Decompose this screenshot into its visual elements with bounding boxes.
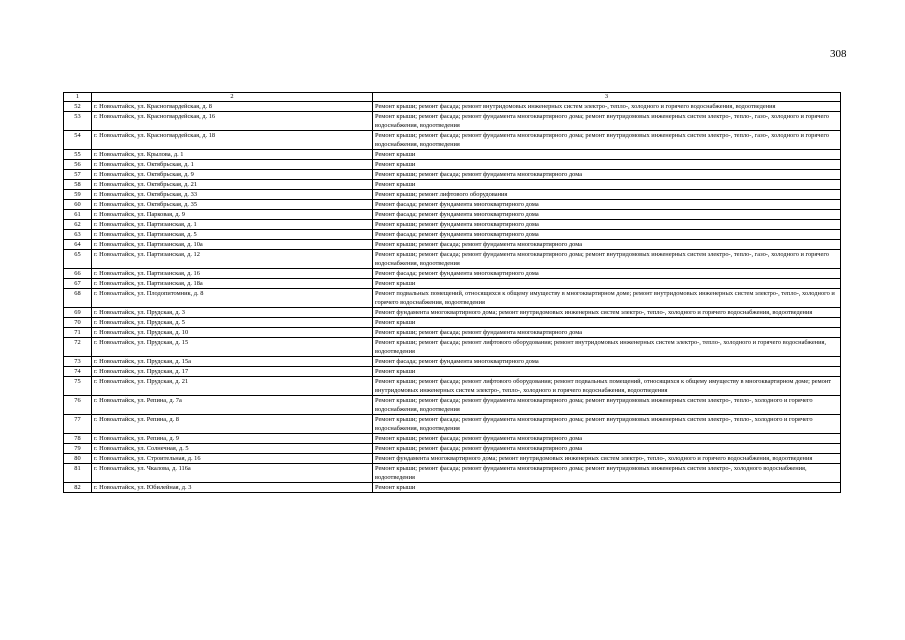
table-row	[64, 338, 841, 357]
table-row	[64, 357, 841, 367]
row-number: 74	[64, 367, 92, 377]
row-works: Ремонт крыши; ремонт фундамента многоквартирного дома	[373, 220, 841, 230]
table-row	[64, 318, 841, 328]
row-address: г. Новоалтайск, ул. Октябрьская, д. 21	[92, 180, 373, 190]
row-works: Ремонт фасада; ремонт фундамента многоквартирного дома	[373, 269, 841, 279]
row-address: г. Новоалтайск, ул. Октябрьская, д. 1	[92, 160, 373, 170]
table-row	[64, 230, 841, 240]
row-address: г. Новоалтайск, ул. Красногвардейская, д. 18	[92, 131, 373, 150]
table-row	[64, 289, 841, 308]
table-row	[64, 220, 841, 230]
row-number: 66	[64, 269, 92, 279]
row-number: 70	[64, 318, 92, 328]
table-row	[64, 150, 841, 160]
repair-register-table	[63, 92, 841, 493]
row-works: Ремонт крыши; ремонт фасада; ремонт фундамента многоквартирного дома; ремонт внутридомовых инженерных систем электро-, тепло-, холодного и горячего водоснабжения, водоотведения	[373, 396, 841, 415]
header-col-2: 2	[92, 93, 373, 102]
row-works: Ремонт крыши; ремонт фасада; ремонт лифтового оборудования; ремонт внутридомовых инженерных систем электро-, тепло-, холодного и горячего водоснабжения, водоотведения	[373, 338, 841, 357]
row-address: г. Новоалтайск, ул. Крылова, д. 1	[92, 150, 373, 160]
row-works: Ремонт крыши; ремонт фасада; ремонт фундамента многоквартирного дома; ремонт внутридомовых инженерных систем электро-, тепло-, газо-, холодного и горячего водоснабжения, водоотведения	[373, 112, 841, 131]
table-row	[64, 190, 841, 200]
row-works: Ремонт крыши; ремонт фасада; ремонт лифтового оборудования; ремонт подвальных помещений, относящихся к общему имуществу в многоквартирном доме; ремонт внутридомовых инженерных систем электро-, тепло-, холодного и горячего водоснабжения, водоотведения	[373, 377, 841, 396]
page-number: 308	[830, 48, 847, 60]
row-address: г. Новоалтайск, ул. Партизанская, д. 10а	[92, 240, 373, 250]
row-address: г. Новоалтайск, ул. Репина, д. 8	[92, 415, 373, 434]
row-works: Ремонт крыши	[373, 318, 841, 328]
table-row	[64, 160, 841, 170]
row-address: г. Новоалтайск, ул. Репина, д. 7а	[92, 396, 373, 415]
row-address: г. Новоалтайск, ул. Прудская, д. 10	[92, 328, 373, 338]
row-address: г. Новоалтайск, ул. Прудская, д. 17	[92, 367, 373, 377]
row-address: г. Новоалтайск, ул. Партизанская, д. 5	[92, 230, 373, 240]
row-works: Ремонт крыши; ремонт фасада; ремонт фундамента многоквартирного дома; ремонт внутридомовых инженерных систем электро-, тепло-, газо-, холодного и горячего водоснабжения, водоотведения	[373, 250, 841, 269]
row-number: 71	[64, 328, 92, 338]
row-address: г. Новоалтайск, ул. Прудская, д. 21	[92, 377, 373, 396]
row-address: г. Новоалтайск, ул. Прудская, д. 5	[92, 318, 373, 328]
row-number: 57	[64, 170, 92, 180]
row-address: г. Новоалтайск, ул. Прудская, д. 15а	[92, 357, 373, 367]
row-works: Ремонт крыши	[373, 150, 841, 160]
row-address: г. Новоалтайск, ул. Строительная, д. 16	[92, 454, 373, 464]
row-works: Ремонт крыши; ремонт фасада; ремонт фундамента многоквартирного дома	[373, 434, 841, 444]
table-row	[64, 328, 841, 338]
table-row	[64, 483, 841, 493]
row-number: 69	[64, 308, 92, 318]
row-works: Ремонт фасада; ремонт фундамента многоквартирного дома	[373, 200, 841, 210]
table-row	[64, 444, 841, 454]
row-number: 79	[64, 444, 92, 454]
row-works: Ремонт подвальных помещений, относящихся к общему имуществу в многоквартирном доме; ремонт внутридомовых инженерных систем электро-, тепло-, холодного и горячего водоснабжения, водоотведения	[373, 289, 841, 308]
row-address: г. Новоалтайск, ул. Октябрьская, д. 33	[92, 190, 373, 200]
row-address: г. Новоалтайск, ул. Партизанская, д. 1	[92, 220, 373, 230]
row-number: 54	[64, 131, 92, 150]
row-number: 59	[64, 190, 92, 200]
row-number: 61	[64, 210, 92, 220]
row-works: Ремонт крыши	[373, 160, 841, 170]
table-row	[64, 170, 841, 180]
table-row	[64, 454, 841, 464]
row-number: 52	[64, 102, 92, 112]
row-number: 65	[64, 250, 92, 269]
row-number: 72	[64, 338, 92, 357]
row-address: г. Новоалтайск, ул. Парковая, д. 9	[92, 210, 373, 220]
row-works: Ремонт крыши; ремонт фасада; ремонт фундамента многоквартирного дома	[373, 444, 841, 454]
row-works: Ремонт крыши; ремонт фасада; ремонт фундамента многоквартирного дома; ремонт внутридомовых инженерных систем электро-, тепло-, холодного и горячего водоснабжения, водоотведения	[373, 415, 841, 434]
row-number: 62	[64, 220, 92, 230]
table-row	[64, 210, 841, 220]
row-works: Ремонт фундамента многоквартирного дома; ремонт внутридомовых инженерных систем электро-, тепло-, холодного и горячего водоснабжения, водоотведения	[373, 454, 841, 464]
row-number: 60	[64, 200, 92, 210]
row-number: 75	[64, 377, 92, 396]
row-number: 77	[64, 415, 92, 434]
row-works: Ремонт фасада; ремонт фундамента многоквартирного дома	[373, 357, 841, 367]
table-row	[64, 464, 841, 483]
row-works: Ремонт крыши; ремонт фасада; ремонт фундамента многоквартирного дома	[373, 240, 841, 250]
table-row	[64, 434, 841, 444]
table-row	[64, 112, 841, 131]
row-number: 76	[64, 396, 92, 415]
row-number: 80	[64, 454, 92, 464]
row-number: 81	[64, 464, 92, 483]
row-address: г. Новоалтайск, ул. Партизанская, д. 12	[92, 250, 373, 269]
row-address: г. Новоалтайск, ул. Прудская, д. 3	[92, 308, 373, 318]
row-works: Ремонт крыши; ремонт лифтового оборудования	[373, 190, 841, 200]
row-works: Ремонт крыши	[373, 367, 841, 377]
row-address: г. Новоалтайск, ул. Партизанская, д. 16	[92, 269, 373, 279]
table-row	[64, 250, 841, 269]
row-works: Ремонт фундамента многоквартирного дома; ремонт внутридомовых инженерных систем электро-, тепло-, холодного и горячего водоснабжения, водоотведения	[373, 308, 841, 318]
header-row	[64, 93, 841, 102]
row-number: 73	[64, 357, 92, 367]
table-row	[64, 180, 841, 190]
row-number: 56	[64, 160, 92, 170]
table-row	[64, 200, 841, 210]
row-address: г. Новоалтайск, ул. Прудская, д. 15	[92, 338, 373, 357]
row-address: г. Новоалтайск, ул. Чкалова, д. 116а	[92, 464, 373, 483]
row-works: Ремонт крыши	[373, 483, 841, 493]
table-row	[64, 102, 841, 112]
row-address: г. Новоалтайск, ул. Партизанская, д. 18а	[92, 279, 373, 289]
table-row	[64, 269, 841, 279]
row-works: Ремонт крыши	[373, 180, 841, 190]
row-number: 53	[64, 112, 92, 131]
table-row	[64, 367, 841, 377]
row-works: Ремонт фасада; ремонт фундамента многоквартирного дома	[373, 230, 841, 240]
row-address: г. Новоалтайск, ул. Октябрьская, д. 9	[92, 170, 373, 180]
row-address: г. Новоалтайск, ул. Красногвардейская, д. 16	[92, 112, 373, 131]
row-works: Ремонт крыши; ремонт фасада; ремонт фундамента многоквартирного дома	[373, 170, 841, 180]
row-address: г. Новоалтайск, ул. Солнечная, д. 5	[92, 444, 373, 454]
row-number: 63	[64, 230, 92, 240]
table-row	[64, 240, 841, 250]
table-row	[64, 396, 841, 415]
row-works: Ремонт крыши; ремонт фасада; ремонт фундамента многоквартирного дома; ремонт внутридомовых инженерных систем электро-, холодного водоснабжения, водоотведения	[373, 464, 841, 483]
table-row	[64, 131, 841, 150]
row-works: Ремонт фасада; ремонт фундамента многоквартирного дома	[373, 210, 841, 220]
row-address: г. Новоалтайск, ул. Красногвардейская, д. 8	[92, 102, 373, 112]
table-row	[64, 279, 841, 289]
row-address: г. Новоалтайск, ул. Октябрьская, д. 35	[92, 200, 373, 210]
row-number: 68	[64, 289, 92, 308]
header-col-3: 3	[373, 93, 841, 102]
row-works: Ремонт крыши; ремонт фасада; ремонт внутридомовых инженерных систем электро-, тепло-, холодного и горячего водоснабжения, водоотведения	[373, 102, 841, 112]
row-number: 58	[64, 180, 92, 190]
row-address: г. Новоалтайск, ул. Репина, д. 9	[92, 434, 373, 444]
row-number: 64	[64, 240, 92, 250]
row-number: 82	[64, 483, 92, 493]
row-works: Ремонт крыши; ремонт фасада; ремонт фундамента многоквартирного дома; ремонт внутридомовых инженерных систем электро-, тепло-, газо-, холодного и горячего водоснабжения, водоотведения	[373, 131, 841, 150]
row-works: Ремонт крыши	[373, 279, 841, 289]
table-row	[64, 415, 841, 434]
row-number: 55	[64, 150, 92, 160]
row-works: Ремонт крыши; ремонт фасада; ремонт фундамента многоквартирного дома	[373, 328, 841, 338]
row-number: 67	[64, 279, 92, 289]
header-col-1: 1	[64, 93, 92, 102]
table-row	[64, 377, 841, 396]
row-address: г. Новоалтайск, ул. Плодопитомник, д. 8	[92, 289, 373, 308]
table-row	[64, 308, 841, 318]
row-number: 78	[64, 434, 92, 444]
row-address: г. Новоалтайск, ул. Юбилейная, д. 3	[92, 483, 373, 493]
